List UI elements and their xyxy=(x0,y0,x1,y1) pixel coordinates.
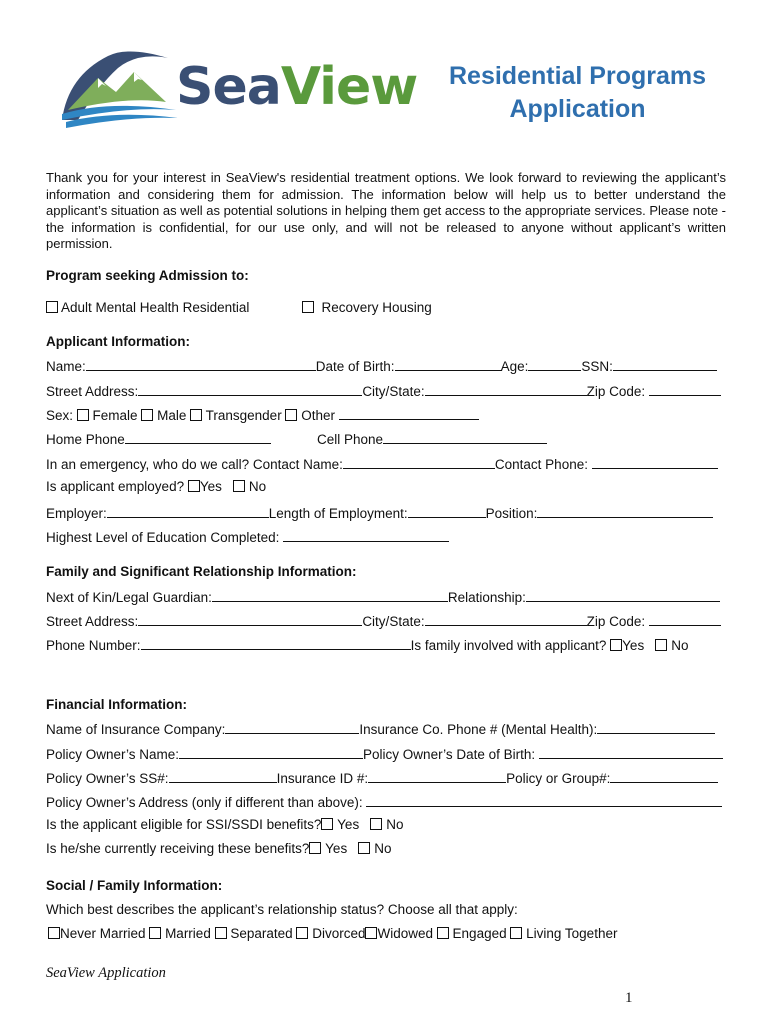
family-phone-field[interactable] xyxy=(141,636,411,650)
insurer-label: Name of Insurance Company: xyxy=(46,722,226,737)
status-option-label: Never Married xyxy=(60,926,146,941)
contact-phone-field[interactable] xyxy=(592,455,718,469)
intro-paragraph: Thank you for your interest in SeaView's residential treatment options. We look forward to reviewing the applicant’s information and considering them for admission. The information below will help us to better understand the applicant’s situation as well as potential solutions in helping them get access to the appropriate services. Please note - the information is confidential, for our use only, and will not be released to anyone without applicant’s written permission. xyxy=(46,170,726,251)
applicant-row-address xyxy=(46,382,721,400)
applicant-row-education xyxy=(46,528,449,546)
policy-owner-dob-field[interactable] xyxy=(539,745,723,759)
relationship-field[interactable] xyxy=(526,588,720,602)
recovery-housing-checkbox[interactable] xyxy=(302,301,314,313)
status-separated-checkbox[interactable] xyxy=(215,927,227,939)
adult-mh-checkbox[interactable] xyxy=(46,301,58,313)
street-label: Street Address: xyxy=(46,384,139,399)
ssn-label: SSN: xyxy=(581,359,613,374)
status-option-label: Separated xyxy=(230,926,293,941)
status-option-label: Widowed xyxy=(377,926,434,941)
next-of-kin-label: Next of Kin/Legal Guardian: xyxy=(46,590,212,605)
family-street-label: Street Address: xyxy=(46,614,139,629)
adult-mh-label: Adult Mental Health Residential xyxy=(61,300,250,315)
family-zip-field[interactable] xyxy=(649,612,721,626)
employed-label: Is applicant employed? xyxy=(46,479,185,494)
name-label: Name: xyxy=(46,359,86,374)
group-number-field[interactable] xyxy=(610,769,718,783)
female-label: Female xyxy=(92,408,138,423)
employer-field[interactable] xyxy=(107,504,269,518)
family-heading: Family and Significant Relationship Information: xyxy=(46,564,357,579)
ssn-field[interactable] xyxy=(613,357,717,371)
ssi-eligible-label: Is the applicant eligible for SSI/SSDI benefits? xyxy=(46,817,322,832)
status-married-checkbox[interactable] xyxy=(149,927,161,939)
relationship-status-question: Which best describes the applicant’s relationship status? Choose all that apply: xyxy=(46,902,518,917)
sex-label: Sex: xyxy=(46,408,74,423)
receiving-yes-checkbox[interactable] xyxy=(309,842,321,854)
applicant-row-phones xyxy=(46,430,271,448)
education-field[interactable] xyxy=(283,528,449,542)
employment-length-label: Length of Employment: xyxy=(268,506,408,521)
family-involved-yes-label: Yes xyxy=(622,638,645,653)
policy-owner-label: Policy Owner’s Name: xyxy=(46,747,180,762)
group-number-label: Policy or Group#: xyxy=(506,771,611,786)
policy-owner-dob-label: Policy Owner’s Date of Birth: xyxy=(363,747,536,762)
receiving-yes-label: Yes xyxy=(325,841,348,856)
receiving-no-label: No xyxy=(374,841,392,856)
page-title xyxy=(420,60,735,126)
financial-row-ids xyxy=(46,769,718,787)
status-widowed-checkbox[interactable] xyxy=(365,927,377,939)
ssi-no-checkbox[interactable] xyxy=(370,818,382,830)
insurance-id-field[interactable] xyxy=(368,769,506,783)
citystate-field[interactable] xyxy=(425,382,587,396)
family-zip-label: Zip Code: xyxy=(586,614,646,629)
status-engaged-checkbox[interactable] xyxy=(437,927,449,939)
relationship-label: Relationship: xyxy=(447,590,526,605)
employed-no-label: No xyxy=(248,479,267,494)
financial-heading: Financial Information: xyxy=(46,697,188,712)
education-label: Highest Level of Education Completed: xyxy=(46,530,280,545)
policy-owner-field[interactable] xyxy=(179,745,363,759)
program-option-recovery[interactable] xyxy=(302,300,432,316)
page-number: 1 xyxy=(625,990,633,1006)
insurer-phone-label: Insurance Co. Phone # (Mental Health): xyxy=(359,722,598,737)
financial-row-ssi xyxy=(46,817,404,833)
insurer-field[interactable] xyxy=(225,720,359,734)
emergency-contact-field[interactable] xyxy=(343,455,495,469)
position-field[interactable] xyxy=(537,504,713,518)
ssi-no-label: No xyxy=(386,817,404,832)
title-line-2: Application xyxy=(509,95,646,123)
employed-no-checkbox[interactable] xyxy=(233,480,245,492)
emergency-contact-label: In an emergency, who do we call? Contact Name: xyxy=(46,457,343,472)
social-heading: Social / Family Information: xyxy=(46,878,223,893)
receiving-benefits-label: Is he/she currently receiving these benefits? xyxy=(46,841,310,856)
zip-label: Zip Code: xyxy=(586,384,646,399)
program-option-adult-mh[interactable] xyxy=(46,300,249,316)
cell-phone-field[interactable] xyxy=(383,430,547,444)
family-citystate-field[interactable] xyxy=(425,612,587,626)
policy-owner-address-field[interactable] xyxy=(366,793,722,807)
dob-field[interactable] xyxy=(395,357,501,371)
employed-yes-checkbox[interactable] xyxy=(188,480,200,492)
family-citystate-label: City/State: xyxy=(362,614,425,629)
sex-female-checkbox[interactable] xyxy=(77,409,89,421)
transgender-label: Transgender xyxy=(205,408,282,423)
ssi-yes-label: Yes xyxy=(337,817,360,832)
zip-field[interactable] xyxy=(649,382,721,396)
applicant-row-employed xyxy=(46,479,266,495)
applicant-row-emergency xyxy=(46,455,718,473)
footer-label: SeaView Application xyxy=(46,965,166,981)
logo-text-view: View xyxy=(280,57,418,117)
family-phone-label: Phone Number: xyxy=(46,638,141,653)
position-label: Position: xyxy=(485,506,538,521)
employment-length-field[interactable] xyxy=(408,504,486,518)
policy-owner-address-label: Policy Owner’s Address (only if different than above): xyxy=(46,795,363,810)
family-involved-yes-checkbox[interactable] xyxy=(610,639,622,651)
male-label: Male xyxy=(157,408,187,423)
sex-male-checkbox[interactable] xyxy=(141,409,153,421)
family-involved-label: Is family involved with applicant? xyxy=(410,638,607,653)
home-phone-field[interactable] xyxy=(125,430,271,444)
next-of-kin-field[interactable] xyxy=(212,588,448,602)
logo-text-sea: Sea xyxy=(176,57,281,117)
employed-yes-label: Yes xyxy=(199,479,222,494)
sex-transgender-checkbox[interactable] xyxy=(190,409,202,421)
receiving-no-checkbox[interactable] xyxy=(358,842,370,854)
age-label: Age: xyxy=(500,359,529,374)
insurance-id-label: Insurance ID #: xyxy=(276,771,369,786)
applicant-row-name xyxy=(46,357,717,375)
applicant-row-cell xyxy=(317,430,547,448)
insurer-phone-field[interactable] xyxy=(597,720,715,734)
status-option-label: Living Together xyxy=(526,926,618,941)
financial-row-receiving xyxy=(46,841,392,857)
ssi-yes-checkbox[interactable] xyxy=(321,818,333,830)
relationship-status-options xyxy=(48,926,617,942)
family-row-phone xyxy=(46,636,689,654)
policy-owner-ss-field[interactable] xyxy=(169,769,277,783)
sex-other-field[interactable] xyxy=(339,406,479,420)
dob-label: Date of Birth: xyxy=(315,359,395,374)
title-line-1: Residential Programs xyxy=(448,62,707,90)
status-option-label: Divorced xyxy=(312,926,366,941)
financial-row-insurer xyxy=(46,720,715,738)
seaview-logo xyxy=(58,48,418,128)
applicant-row-sex xyxy=(46,406,479,424)
recovery-housing-label: Recovery Housing xyxy=(321,300,432,315)
family-involved-no-label: No xyxy=(671,638,689,653)
status-living-together-checkbox[interactable] xyxy=(510,927,522,939)
contact-phone-label: Contact Phone: xyxy=(494,457,588,472)
family-street-field[interactable] xyxy=(138,612,362,626)
financial-row-owner xyxy=(46,745,723,763)
employer-label: Employer: xyxy=(46,506,107,521)
status-option-label: Engaged xyxy=(452,926,507,941)
program-heading: Program seeking Admission to: xyxy=(46,268,249,283)
status-never-married-checkbox[interactable] xyxy=(48,927,60,939)
age-field[interactable] xyxy=(528,357,581,371)
applicant-row-employer xyxy=(46,504,713,522)
cell-phone-label: Cell Phone xyxy=(317,432,384,447)
policy-owner-ss-label: Policy Owner’s SS#: xyxy=(46,771,169,786)
status-option-label: Married xyxy=(165,926,211,941)
status-divorced-checkbox[interactable] xyxy=(296,927,308,939)
street-field[interactable] xyxy=(138,382,362,396)
name-field[interactable] xyxy=(86,357,316,371)
family-row-address xyxy=(46,612,721,630)
sex-other-checkbox[interactable] xyxy=(285,409,297,421)
financial-row-owner-address xyxy=(46,793,722,811)
other-label: Other xyxy=(301,408,335,423)
family-row-kin xyxy=(46,588,720,606)
citystate-label: City/State: xyxy=(362,384,425,399)
applicant-heading: Applicant Information: xyxy=(46,334,190,349)
home-phone-label: Home Phone xyxy=(46,432,125,447)
family-involved-no-checkbox[interactable] xyxy=(655,639,667,651)
